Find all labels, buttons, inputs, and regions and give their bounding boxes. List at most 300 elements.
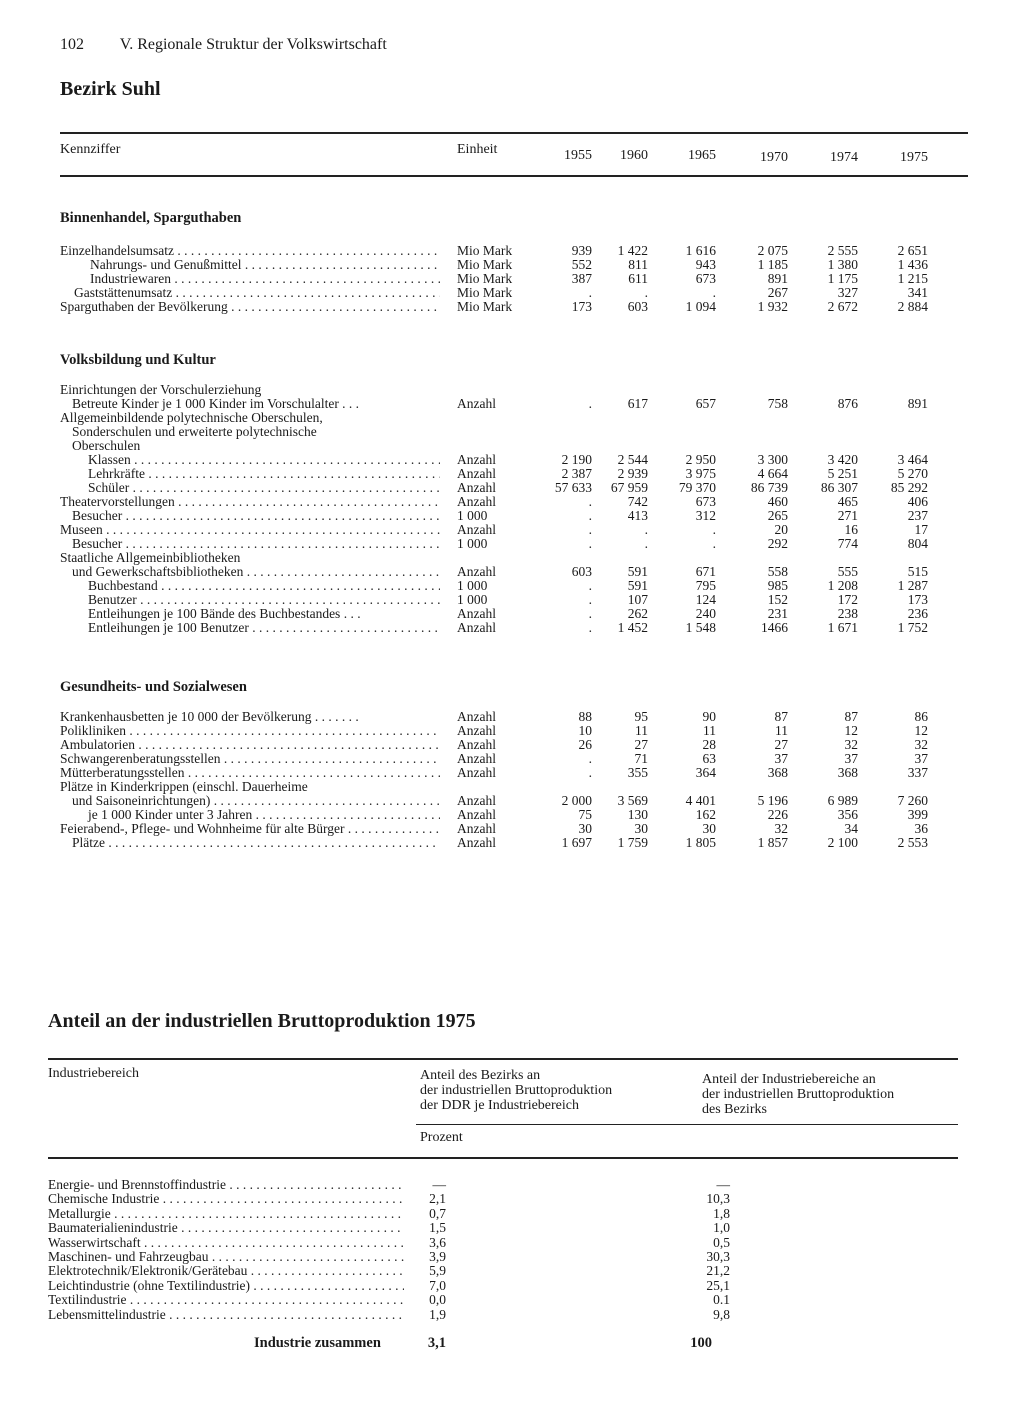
cell-value: . (588, 522, 592, 537)
cell-anteil-bereich: 25,1 (706, 1277, 730, 1293)
col-kennziffer: Kennziffer (60, 142, 121, 157)
cell-value: 28 (702, 737, 716, 752)
row-label: Benutzer . . . (60, 593, 440, 607)
col-year: 1955 (564, 148, 592, 163)
cell-value: . (712, 522, 716, 537)
cell-value: 2 190 (561, 452, 592, 467)
cell-value: . (588, 606, 592, 621)
table-row (0, 453, 1024, 467)
header-line: der industriellen Bruttoproduktion (702, 1087, 895, 1102)
row-label: Textilindustrie . . . (48, 1293, 404, 1307)
row-label: Betreute Kinder je 1 000 Kinder im Vorschulalter . . . (72, 397, 360, 411)
total-value-bezirk: 3,1 (427, 1335, 446, 1351)
cell-value: 558 (767, 564, 788, 579)
table-row (0, 467, 1024, 481)
row-label: Plätze in Kinderkrippen (einschl. Dauerheime (60, 780, 308, 794)
cell-value: 1466 (761, 620, 788, 635)
row-unit: 1 000 (457, 536, 488, 551)
cell-value: 5 251 (827, 466, 858, 481)
cell-value: 240 (695, 606, 716, 621)
cell-value: 611 (628, 271, 648, 286)
row-label: Maschinen- und Fahrzeugbau . . . (48, 1250, 404, 1264)
cell-value: 63 (702, 751, 716, 766)
cell-value: 1 185 (757, 257, 788, 272)
cell-value: 555 (837, 564, 858, 579)
header-line: Anteil des Bezirks an (420, 1068, 541, 1083)
table2-rows (0, 1178, 1024, 1322)
table-row (0, 509, 1024, 523)
cell-value: 2 672 (827, 299, 858, 314)
table-row (0, 766, 1024, 780)
cell-value: 368 (767, 765, 788, 780)
cell-value: 236 (907, 606, 928, 621)
cell-value: 267 (767, 285, 788, 300)
cell-value: 226 (767, 807, 788, 822)
row-unit: Mio Mark (457, 257, 513, 272)
table-row (0, 551, 1024, 565)
cell-anteil-bezirk: 3,9 (429, 1248, 446, 1264)
cell-anteil-bezirk: 7,0 (429, 1277, 446, 1293)
table-row (0, 439, 1024, 453)
cell-value: 939 (571, 243, 592, 258)
table-row (0, 621, 1024, 635)
table-row (0, 244, 1024, 258)
table-row (0, 411, 1024, 425)
table-row (0, 1236, 1024, 1250)
cell-value: 107 (627, 592, 648, 607)
table-row (0, 836, 1024, 850)
table-row (0, 1221, 1024, 1235)
row-unit: Anzahl (457, 522, 496, 537)
cell-value: 617 (627, 396, 648, 411)
cell-value: 26 (578, 737, 592, 752)
cell-value: 37 (774, 751, 788, 766)
cell-value: 36 (914, 821, 928, 836)
row-label: Entleihungen je 100 Benutzer . . . (60, 621, 440, 635)
cell-value: . (588, 765, 592, 780)
cell-value: 356 (837, 807, 858, 822)
total-value-bereiche: 100 (690, 1335, 712, 1351)
cell-value: 86 739 (750, 480, 788, 495)
cell-anteil-bereich: 0,5 (713, 1234, 730, 1250)
table-row (0, 593, 1024, 607)
cell-value: 30 (702, 821, 716, 836)
table-row (0, 822, 1024, 836)
cell-value: 387 (571, 271, 592, 286)
cell-value: 1 436 (897, 257, 928, 272)
cell-value: 86 (914, 709, 928, 724)
cell-value: 152 (767, 592, 788, 607)
cell-value: 12 (914, 723, 928, 738)
cell-value: 16 (844, 522, 858, 537)
cell-value: 173 (907, 592, 928, 607)
cell-value: 673 (695, 271, 716, 286)
row-unit: 1 000 (457, 592, 488, 607)
cell-value: 32 (914, 737, 928, 752)
cell-value: 1 208 (827, 578, 858, 593)
section-title: Binnenhandel, Sparguthaben (60, 210, 242, 226)
table-row (0, 607, 1024, 621)
cell-value: . (712, 536, 716, 551)
running-header (60, 36, 387, 54)
cell-anteil-bereich: 1,0 (713, 1220, 730, 1236)
col-anteil-bezirk (420, 1068, 612, 1113)
cell-value: 1 752 (897, 620, 928, 635)
cell-value: 30 (578, 821, 592, 836)
table2-head-rule (48, 1157, 958, 1159)
cell-value: 671 (695, 564, 716, 579)
cell-value: 130 (627, 807, 648, 822)
cell-value: 79 370 (678, 480, 716, 495)
cell-value: 88 (578, 709, 592, 724)
cell-value: 87 (844, 709, 858, 724)
table-row (0, 780, 1024, 794)
table-row (0, 300, 1024, 314)
cell-value: 20 (774, 522, 788, 537)
cell-value: 262 (627, 606, 648, 621)
row-unit: Anzahl (457, 564, 496, 579)
row-unit: Anzahl (457, 807, 496, 822)
row-unit: Mio Mark (457, 271, 513, 286)
row-unit: Anzahl (457, 765, 496, 780)
cell-anteil-bezirk: 1,5 (429, 1220, 446, 1236)
row-unit: Anzahl (457, 494, 496, 509)
row-unit: Anzahl (457, 793, 496, 808)
cell-value: 1 422 (617, 243, 648, 258)
row-label: Buchbestand . . . (60, 579, 440, 593)
cell-value: 292 (767, 536, 788, 551)
row-label: Mütterberatungsstellen . . . (60, 766, 440, 780)
cell-value: 673 (695, 494, 716, 509)
cell-value: 811 (628, 257, 648, 272)
row-unit: Anzahl (457, 452, 496, 467)
table2-sub-rule (416, 1124, 958, 1125)
cell-value: 12 (844, 723, 858, 738)
row-label: Feierabend-, Pflege- und Wohnheime für alte Bürger . . . . . (60, 822, 440, 836)
cell-value: 1 671 (827, 620, 858, 635)
row-label: Wasserwirtschaft . . . (48, 1236, 404, 1250)
cell-value: 2 555 (827, 243, 858, 258)
cell-anteil-bereich: 10,3 (706, 1191, 730, 1207)
table-row (0, 383, 1024, 397)
header-line: der DDR je Industriebereich (420, 1098, 579, 1113)
table2-top-rule (48, 1058, 958, 1060)
table-row (0, 565, 1024, 579)
cell-value: 71 (634, 751, 648, 766)
cell-anteil-bezirk: 0,7 (429, 1205, 446, 1221)
header-line: Anteil der Industriebereiche an (702, 1072, 876, 1087)
cell-value: 3 975 (685, 466, 716, 481)
table-row (0, 495, 1024, 509)
cell-value: 32 (844, 737, 858, 752)
cell-value: 2 000 (561, 793, 592, 808)
cell-value: 943 (695, 257, 716, 272)
table-row (0, 1207, 1024, 1221)
row-label: Polikliniken . . . (60, 724, 440, 738)
table-row (0, 579, 1024, 593)
row-label: Plätze . . . (60, 836, 440, 850)
cell-value: 2 553 (897, 835, 928, 850)
cell-value: 603 (571, 564, 592, 579)
cell-value: 238 (837, 606, 858, 621)
col-anteil-industriebereiche (702, 1072, 894, 1117)
cell-value: 2 075 (757, 243, 788, 258)
cell-value: 2 544 (617, 452, 648, 467)
table-row (0, 1178, 1024, 1192)
table1-head-rule (60, 175, 968, 177)
cell-value: 591 (627, 578, 648, 593)
cell-value: 173 (571, 299, 592, 314)
cell-value: 37 (914, 751, 928, 766)
cell-value: 1 548 (685, 620, 716, 635)
cell-value: . (712, 285, 716, 300)
cell-value: 90 (702, 709, 716, 724)
cell-value: 87 (774, 709, 788, 724)
cell-anteil-bereich: 30,3 (706, 1248, 730, 1264)
cell-value: . (588, 592, 592, 607)
cell-value: 368 (837, 765, 858, 780)
row-label: Besucher . . . (60, 537, 440, 551)
table-row (0, 1279, 1024, 1293)
cell-value: 124 (695, 592, 716, 607)
row-label: Besucher . . . (60, 509, 440, 523)
cell-value: 1 857 (757, 835, 788, 850)
cell-value: 57 633 (554, 480, 592, 495)
cell-value: 162 (695, 807, 716, 822)
cell-value: 7 260 (897, 793, 928, 808)
row-label: Krankenhausbetten je 10 000 der Bevölkerung . . . . . . . (60, 710, 359, 724)
table-row (0, 724, 1024, 738)
row-label: Metallurgie . . . (48, 1207, 404, 1221)
table-row (0, 481, 1024, 495)
cell-value: 327 (837, 285, 858, 300)
row-unit: Anzahl (457, 396, 496, 411)
table-row (0, 1293, 1024, 1307)
cell-anteil-bezirk: 3,6 (429, 1234, 446, 1250)
row-unit: Anzahl (457, 835, 496, 850)
row-unit: Anzahl (457, 466, 496, 481)
cell-value: 231 (767, 606, 788, 621)
cell-value: 11 (635, 723, 648, 738)
table-row (0, 710, 1024, 724)
cell-value: 603 (627, 299, 648, 314)
cell-value: 1 094 (685, 299, 716, 314)
col-einheit: Einheit (457, 142, 498, 157)
cell-value: 985 (767, 578, 788, 593)
cell-value: 891 (907, 396, 928, 411)
cell-value: 32 (774, 821, 788, 836)
cell-anteil-bezirk: 5,9 (429, 1263, 446, 1279)
cell-anteil-bereich: 21,2 (706, 1263, 730, 1279)
page-number: 102 (60, 36, 84, 53)
header-line: des Bezirks (702, 1102, 767, 1117)
cell-value: 11 (775, 723, 788, 738)
cell-value: 2 939 (617, 466, 648, 481)
cell-value: 876 (837, 396, 858, 411)
cell-value: 265 (767, 508, 788, 523)
cell-value: 6 989 (827, 793, 858, 808)
cell-value: 172 (837, 592, 858, 607)
row-unit: Anzahl (457, 821, 496, 836)
cell-value: 17 (914, 522, 928, 537)
row-label: Theatervorstellungen . . . (60, 495, 440, 509)
cell-value: 2 950 (685, 452, 716, 467)
cell-value: 552 (571, 257, 592, 272)
cell-value: . (588, 508, 592, 523)
table-row (0, 1264, 1024, 1278)
col-year: 1974 (830, 150, 858, 165)
chapter-title: V. Regionale Struktur der Volkswirtschaft (119, 36, 387, 53)
section-title: Gesundheits- und Sozialwesen (60, 679, 247, 695)
row-unit: Anzahl (457, 480, 496, 495)
cell-value: 34 (844, 821, 858, 836)
header-line: der industriellen Bruttoproduktion (420, 1083, 613, 1098)
row-unit: Mio Mark (457, 299, 513, 314)
cell-anteil-bereich: 0.1 (713, 1292, 730, 1308)
table-row (0, 1308, 1024, 1322)
cell-value: 1 805 (685, 835, 716, 850)
cell-value: . (588, 536, 592, 551)
table-row (0, 397, 1024, 411)
cell-value: 2 651 (897, 243, 928, 258)
table-row (0, 752, 1024, 766)
cell-value: 795 (695, 578, 716, 593)
cell-value: 406 (907, 494, 928, 509)
cell-anteil-bezirk: 0,0 (429, 1292, 446, 1308)
row-label: Industriewaren . . . (60, 272, 440, 286)
table-row (0, 794, 1024, 808)
row-unit: 1 000 (457, 508, 488, 523)
table-row (0, 738, 1024, 752)
cell-value: 237 (907, 508, 928, 523)
table-row (0, 425, 1024, 439)
cell-value: 67 959 (610, 480, 648, 495)
cell-value: 271 (837, 508, 858, 523)
row-unit: Anzahl (457, 723, 496, 738)
cell-value: 1 380 (827, 257, 858, 272)
cell-value: 460 (767, 494, 788, 509)
row-label: Allgemeinbildende polytechnische Oberschulen, (60, 411, 323, 425)
cell-value: 27 (634, 737, 648, 752)
row-label: Staatliche Allgemeinbibliotheken (60, 551, 241, 565)
cell-value: 1 287 (897, 578, 928, 593)
cell-value: 4 664 (757, 466, 788, 481)
cell-value: 95 (634, 709, 648, 724)
row-label: Lebensmittelindustrie . . . (48, 1308, 404, 1322)
unit-prozent: Prozent (420, 1130, 463, 1145)
cell-value: 85 292 (890, 480, 928, 495)
cell-value: 399 (907, 807, 928, 822)
cell-value: 2 884 (897, 299, 928, 314)
row-unit: Mio Mark (457, 243, 513, 258)
table-row (0, 537, 1024, 551)
col-year: 1965 (688, 148, 716, 163)
cell-value: . (588, 751, 592, 766)
cell-anteil-bereich: — (716, 1177, 730, 1192)
table-row (0, 272, 1024, 286)
cell-value: 758 (767, 396, 788, 411)
cell-value: 37 (844, 751, 858, 766)
cell-value: 2 387 (561, 466, 592, 481)
cell-value: 742 (627, 494, 648, 509)
section-title: Volksbildung und Kultur (60, 352, 216, 368)
row-unit: Mio Mark (457, 285, 513, 300)
section-gesundheit-rows (0, 710, 1024, 850)
row-label: Chemische Industrie . . . (48, 1192, 404, 1206)
cell-value: 2 100 (827, 835, 858, 850)
cell-value: 591 (627, 564, 648, 579)
col-year: 1970 (760, 150, 788, 165)
cell-value: . (644, 285, 648, 300)
row-label: Elektrotechnik/Elektronik/Gerätebau . . . (48, 1264, 404, 1278)
cell-value: 3 300 (757, 452, 788, 467)
row-unit: 1 000 (457, 578, 488, 593)
cell-value: 355 (627, 765, 648, 780)
row-unit: Anzahl (457, 737, 496, 752)
section-binnenhandel-rows (0, 244, 1024, 314)
col-year: 1960 (620, 148, 648, 163)
cell-value: 1 759 (617, 835, 648, 850)
row-label: Energie- und Brennstoffindustrie . . . (48, 1178, 404, 1192)
cell-value: 27 (774, 737, 788, 752)
cell-anteil-bereich: 9,8 (713, 1306, 730, 1322)
row-unit: Anzahl (457, 751, 496, 766)
cell-value: 413 (627, 508, 648, 523)
row-label: je 1 000 Kinder unter 3 Jahren . . . (60, 808, 440, 822)
cell-value: 3 420 (827, 452, 858, 467)
cell-value: 1 452 (617, 620, 648, 635)
row-label: Gaststättenumsatz . . . (60, 286, 440, 300)
row-label: Sparguthaben der Bevölkerung . . . (60, 300, 440, 314)
row-label: Museen . . . (60, 523, 440, 537)
cell-value: 4 401 (685, 793, 716, 808)
cell-value: 3 569 (617, 793, 648, 808)
col-year: 1975 (900, 150, 928, 165)
cell-value: 11 (703, 723, 716, 738)
cell-value: . (588, 494, 592, 509)
row-label: Einrichtungen der Vorschulerziehung (60, 383, 262, 397)
cell-value: . (644, 536, 648, 551)
row-unit: Anzahl (457, 620, 496, 635)
table-row (0, 286, 1024, 300)
total-label: Industrie zusammen (254, 1335, 381, 1351)
cell-value: 341 (907, 285, 928, 300)
cell-value: 5 270 (897, 466, 928, 481)
cell-value: . (588, 396, 592, 411)
table1-top-rule (60, 132, 968, 134)
row-label: Einzelhandelsumsatz . . . (60, 244, 440, 258)
row-label: Oberschulen (72, 439, 141, 453)
col-industriebereich: Industriebereich (48, 1066, 139, 1081)
cell-anteil-bezirk: — (432, 1177, 446, 1192)
table-row (0, 1192, 1024, 1206)
row-label: Schwangerenberatungsstellen . . . (60, 752, 440, 766)
cell-value: 891 (767, 271, 788, 286)
row-label: Leichtindustrie (ohne Textilindustrie) . . . (48, 1279, 404, 1293)
cell-anteil-bezirk: 2,1 (429, 1191, 446, 1207)
cell-value: . (644, 522, 648, 537)
cell-value: . (588, 578, 592, 593)
page-title: Bezirk Suhl (60, 78, 161, 100)
cell-value: 86 307 (820, 480, 858, 495)
row-label: Sonderschulen und erweiterte polytechnische (72, 425, 317, 439)
row-label: Entleihungen je 100 Bände des Buchbestandes . . . (88, 607, 361, 621)
table-row (0, 258, 1024, 272)
section-volksbildung-rows (0, 383, 1024, 635)
cell-value: . (588, 285, 592, 300)
cell-value: 5 196 (757, 793, 788, 808)
cell-value: 465 (837, 494, 858, 509)
